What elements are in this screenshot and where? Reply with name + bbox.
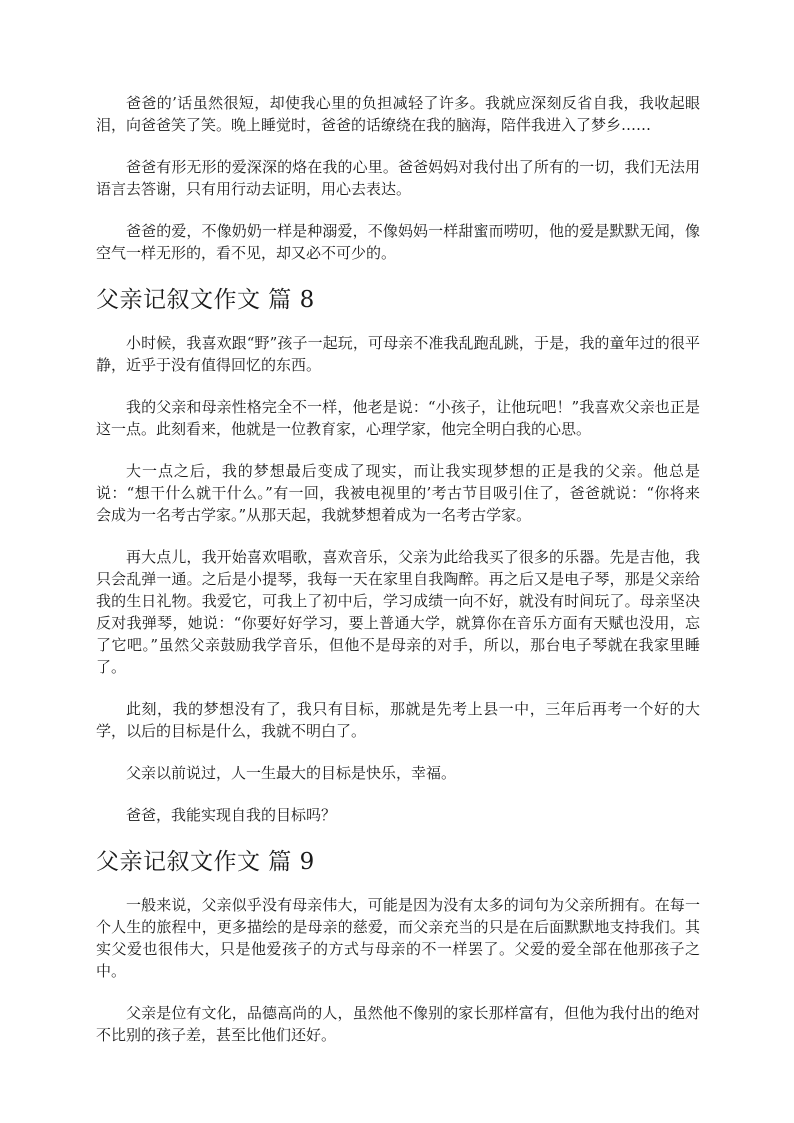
paragraph: 一般来说，父亲似乎没有母亲伟大，可能是因为没有太多的词句为父亲所拥有。在每一个人生的旅程中，更多描绘的是母亲的慈爱，而父亲充当的只是在后面默默地支持我们。其实父爱也很伟大，只是他爱孩子的方式与母亲的不一样罢了。父爱的爱全部在他那孩子之中。 (96, 896, 700, 980)
paragraph: 爸爸的’话虽然很短，却使我心里的负担减轻了许多。我就应深刻反省自我，我收起眼泪，向爸爸笑了笑。晚上睡觉时，爸爸的话缭绕在我的脑海，陪伴我进入了梦乡…… (96, 94, 700, 134)
paragraph: 爸爸的爱，不像奶奶一样是种溺爱，不像妈妈一样甜蜜而唠叨，他的爱是默默无闻，像空气一样无形的，看不见，却又必不可少的。 (96, 222, 700, 262)
section-heading: 父亲记叙文作文 篇 8 (96, 287, 315, 313)
paragraph: 大一点之后，我的梦想最后变成了现实，而让我实现梦想的正是我的父亲。他总是说：“想干什么就干什么。”有一回，我被电视里的’考古节目吸引住了，爸爸就说：“你将来会成为一名考古学家。”从那天起，我就梦想着成为一名考古学家。 (96, 462, 700, 524)
paragraph: 父亲以前说过，人一生最大的目标是快乐，幸福。 (126, 764, 457, 782)
paragraph: 我的父亲和母亲性格完全不一样，他老是说：“小孩子，让他玩吧！”我喜欢父亲也正是这一点。此刻看来，他就是一位教育家，心理学家，他完全明白我的心思。 (96, 398, 700, 438)
paragraph: 再大点儿，我开始喜欢唱歌，喜欢音乐，父亲为此给我买了很多的乐器。先是吉他，我只会乱弹一通。之后是小提琴，我每一天在家里自我陶醉。再之后又是电子琴，那是父亲给我的生日礼物。我爱它，可我上了初中后，学习成绩一向不好，就没有时间玩了。母亲坚决反对我弹琴，她说：“你要好好学习，要上普通大学，就算你在音乐方面有天赋也没用，忘了它吧。”虽然父亲鼓励我学音乐，但他不是母亲的对手，所以，那台电子琴就在我家里睡了。 (96, 548, 700, 676)
paragraph: 小时候，我喜欢跟“野”孩子一起玩，可母亲不准我乱跑乱跳，于是，我的童年过的很平静，近乎于没有值得回忆的东西。 (96, 334, 700, 374)
paragraph: 此刻，我的梦想没有了，我只有目标，那就是先考上县一中，三年后再考一个好的大学，以后的目标是什么，我就不明白了。 (96, 700, 700, 740)
document-body (96, 92, 700, 1066)
paragraph: 爸爸，我能实现自我的目标吗？ (126, 806, 337, 824)
section-heading: 父亲记叙文作文 篇 9 (96, 849, 315, 875)
paragraph: 父亲是位有文化，品德高尚的人，虽然他不像别的家长那样富有，但他为我付出的绝对不比别的孩子差，甚至比他们还好。 (96, 1004, 700, 1044)
paragraph: 爸爸有形无形的爱深深的烙在我的心里。爸爸妈妈对我付出了所有的一切，我们无法用语言去答谢，只有用行动去证明，用心去表达。 (96, 158, 700, 198)
